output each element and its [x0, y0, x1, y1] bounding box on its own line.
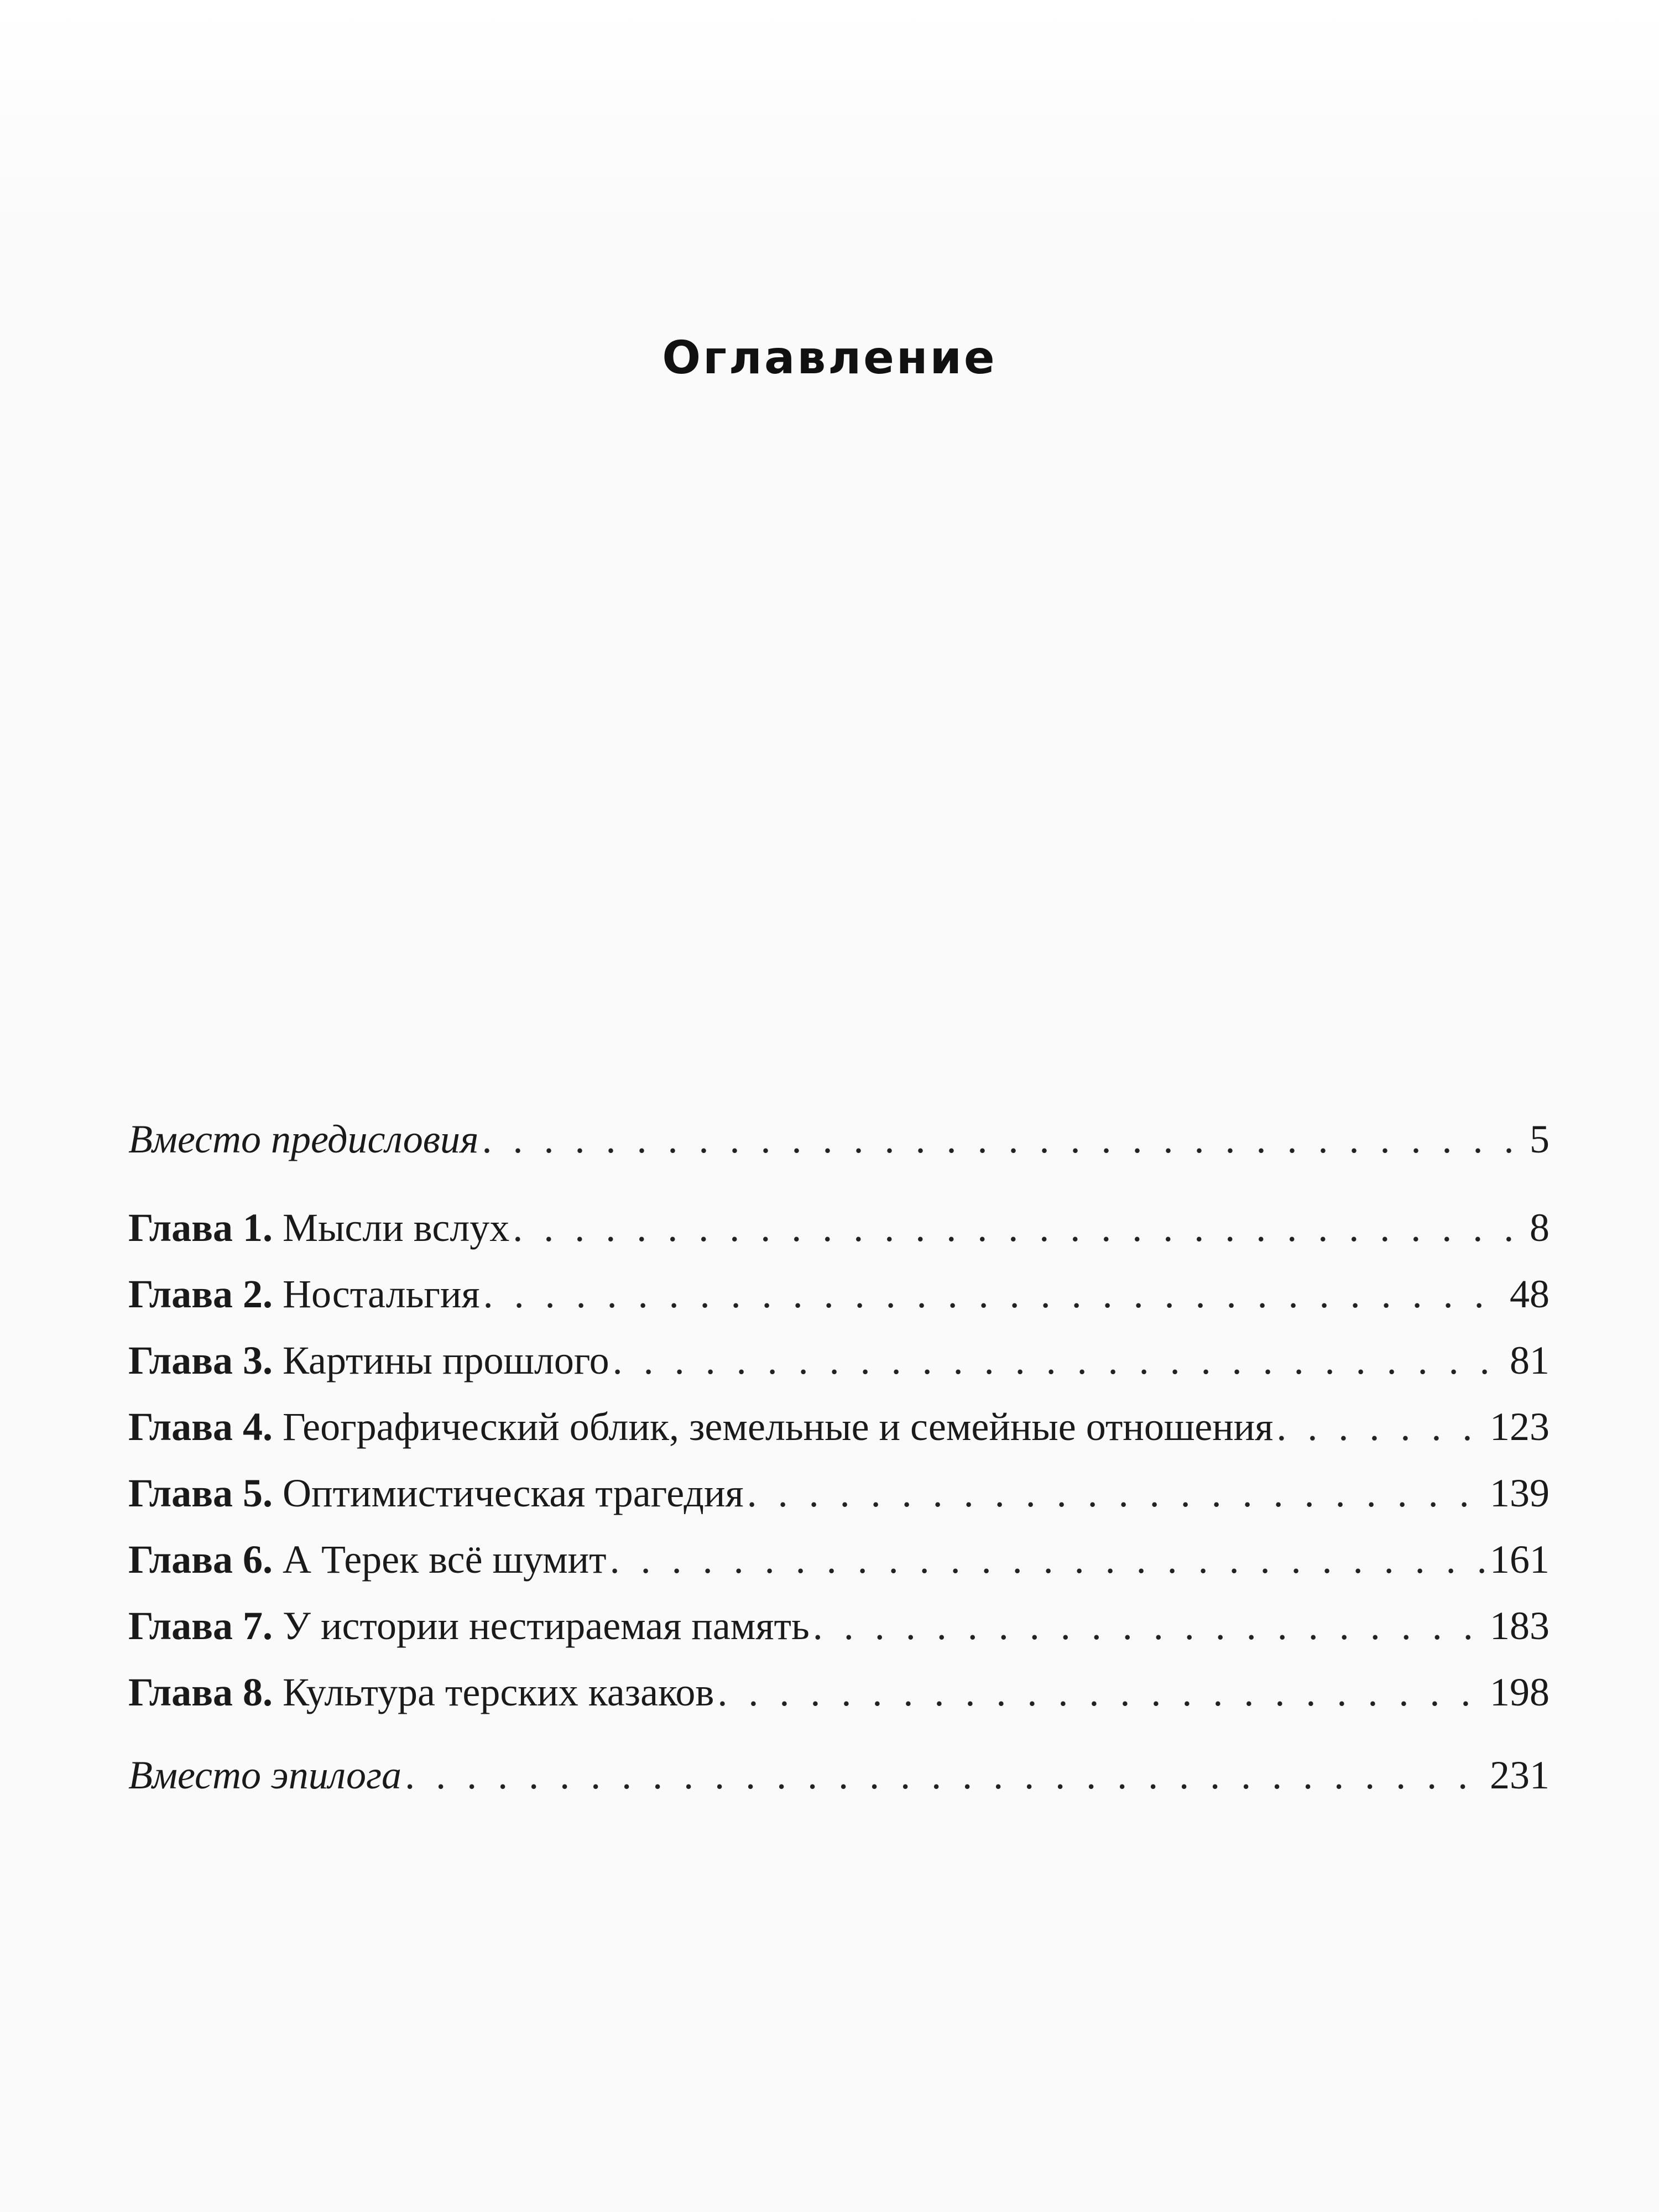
- toc-entry-title: У истории нестираемая память: [282, 1604, 810, 1648]
- toc-entry-title-wrap: [128, 1532, 607, 1587]
- chapter-label: Глава 4.: [128, 1405, 273, 1449]
- toc-entry-title: Ностальгия: [282, 1272, 480, 1316]
- toc-entry-chapter-2[interactable]: [128, 1266, 1550, 1322]
- toc-entry-page: 5: [1530, 1117, 1550, 1161]
- toc-entry-title: Вместо эпилога: [128, 1753, 402, 1797]
- chapter-label: Глава 1.: [128, 1206, 273, 1250]
- toc-entry-title: Картины прошлого: [282, 1338, 609, 1383]
- chapter-label: Глава 6.: [128, 1537, 273, 1582]
- toc-entry-page: 161: [1490, 1537, 1550, 1582]
- chapter-label: Глава 3.: [128, 1338, 273, 1383]
- toc-entry-title: А Терек всё шумит: [282, 1537, 607, 1582]
- toc-entry-title: Мысли вслух: [282, 1206, 510, 1250]
- toc-entry-page: 123: [1490, 1405, 1550, 1449]
- dot-leader: [482, 1112, 1526, 1167]
- dot-leader: [717, 1665, 1486, 1720]
- toc-entry-title-wrap: [128, 1200, 509, 1255]
- chapter-label: Глава 2.: [128, 1272, 273, 1316]
- toc-entry-chapter-7[interactable]: [128, 1598, 1550, 1653]
- chapter-label: Глава 7.: [128, 1604, 273, 1648]
- toc-entry-title-wrap: [128, 1266, 480, 1322]
- toc-entry-page: 139: [1490, 1471, 1550, 1515]
- toc-entry-title: Географический облик, земельные и семейные отношения: [282, 1405, 1274, 1449]
- toc-entry-title-wrap: [128, 1665, 714, 1720]
- toc-entry-preface[interactable]: [128, 1112, 1550, 1167]
- toc-entry-page: 81: [1510, 1338, 1550, 1383]
- dot-leader: [513, 1200, 1526, 1255]
- dot-leader: [813, 1598, 1486, 1653]
- toc-entry-title-wrap: [128, 1333, 609, 1388]
- dot-leader: [747, 1465, 1486, 1521]
- toc-entry-page: 183: [1490, 1604, 1550, 1648]
- toc-entry-title: Вместо предисловия: [128, 1117, 479, 1161]
- toc-entry-page: 8: [1530, 1206, 1550, 1250]
- toc-entry-page: 198: [1490, 1670, 1550, 1714]
- toc-entry-title-wrap: [128, 1598, 810, 1653]
- dot-leader: [1276, 1399, 1486, 1454]
- page-title: Оглавление: [662, 332, 997, 384]
- toc-entry-title: Культура терских казаков: [282, 1670, 714, 1714]
- toc-entry-chapter-5[interactable]: [128, 1465, 1550, 1521]
- toc-entry-title: Оптимистическая трагедия: [282, 1471, 744, 1515]
- dot-leader: [483, 1266, 1506, 1322]
- toc-entry-page: 48: [1510, 1272, 1550, 1316]
- toc-entry-chapter-3[interactable]: [128, 1333, 1550, 1388]
- dot-leader: [405, 1747, 1486, 1803]
- chapter-label: Глава 5.: [128, 1471, 273, 1515]
- chapter-label: Глава 8.: [128, 1670, 273, 1714]
- toc-entry-chapter-1[interactable]: [128, 1200, 1550, 1255]
- toc-entry-epilogue[interactable]: [128, 1747, 1550, 1803]
- toc-entry-title-wrap: [128, 1465, 744, 1521]
- toc-entry-title-wrap: [128, 1399, 1273, 1454]
- toc-entry-page: 231: [1490, 1753, 1550, 1797]
- toc-entry-chapter-4[interactable]: [128, 1399, 1550, 1454]
- dot-leader: [610, 1532, 1486, 1587]
- dot-leader: [613, 1333, 1506, 1388]
- toc-entry-chapter-6[interactable]: [128, 1532, 1550, 1587]
- scan-border: [0, 0, 1659, 238]
- toc-entry-chapter-8[interactable]: [128, 1665, 1550, 1720]
